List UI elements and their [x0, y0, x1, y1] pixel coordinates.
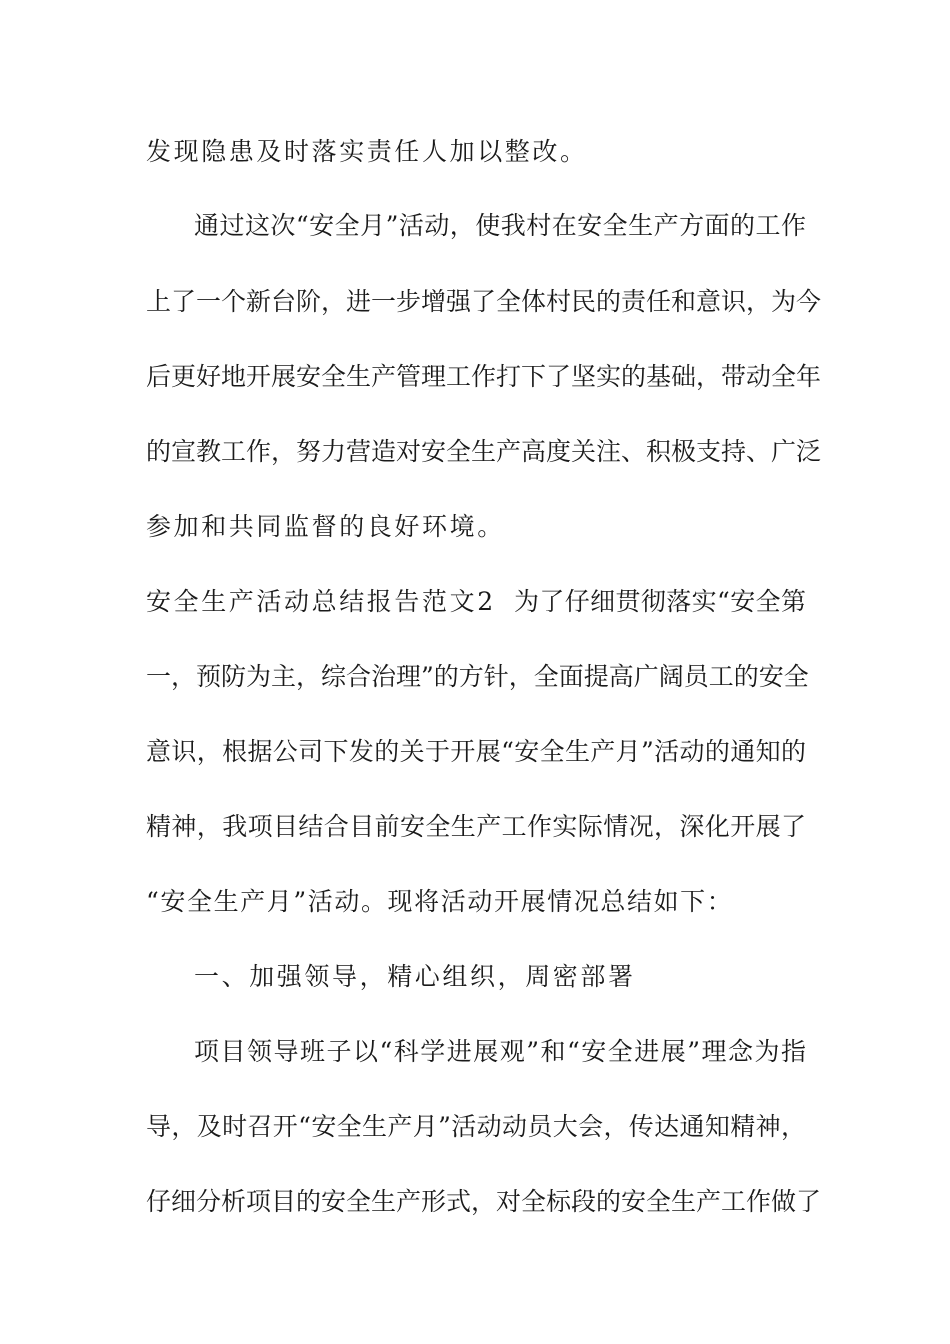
- paragraph-line: 的宣教工作，努力营造对安全生产高度关注、积极支持、广泛: [146, 437, 822, 466]
- paragraph-line: 导，及时召开“安全生产月”活动动员大会，传达通知精神，: [146, 1112, 806, 1141]
- paragraph-line: 后更好地开展安全生产管理工作打下了坚实的基础，带动全年: [146, 362, 822, 391]
- section-heading-row: [146, 582, 806, 622]
- paragraph-line: 参加和共同监督的良好环境。: [146, 512, 505, 541]
- paragraph-line: 上了一个新台阶，进一步增强了全体村民的责任和意识，为今: [146, 287, 822, 316]
- paragraph-line: 项目领导班子以“科学进展观”和“安全进展”理念为指: [194, 1037, 806, 1066]
- paragraph-line: 发现隐患及时落实责任人加以整改。: [146, 137, 588, 166]
- paragraph-line: 精神，我项目结合目前安全生产工作实际情况，深化开展了: [146, 812, 806, 841]
- paragraph-line: 一，预防为主，综合治理”的方针，全面提高广阔员工的安全: [146, 662, 809, 691]
- paragraph-line: 仔细分析项目的安全生产形式，对全标段的安全生产工作做了: [146, 1187, 822, 1216]
- subheading: 一、加强领导，精心组织，周密部署: [194, 962, 636, 991]
- paragraph-line: “安全生产月”活动。现将活动开展情况总结如下：: [146, 887, 734, 916]
- paragraph-line: 通过这次“安全月”活动，使我村在安全生产方面的工作: [194, 211, 806, 240]
- paragraph-line: 为了仔细贯彻落实“安全第: [514, 587, 806, 616]
- section-title: 安全生产活动总结报告范文2: [146, 587, 496, 616]
- paragraph-line: 意识，根据公司下发的关于开展“安全生产月”活动的通知的: [146, 737, 806, 766]
